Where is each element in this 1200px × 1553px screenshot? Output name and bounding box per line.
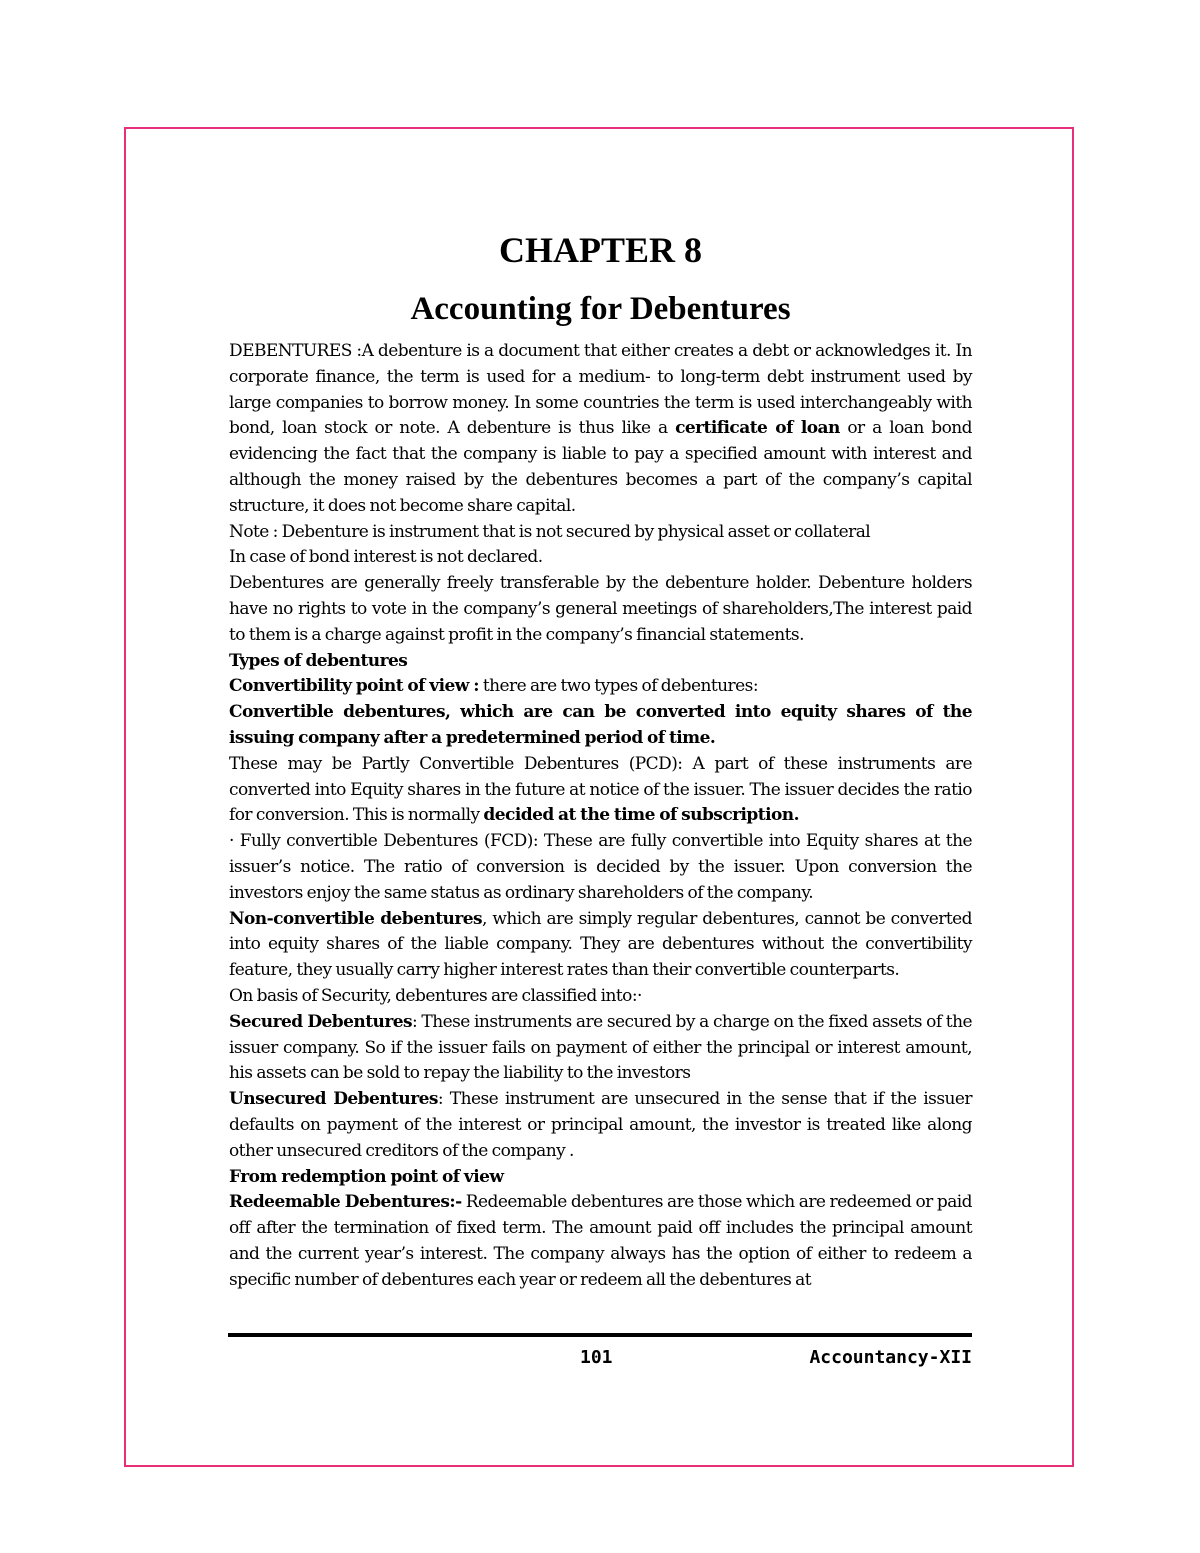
paragraph-non-convertible: Non-convertible debentures, which are simply regular debentures, cannot be converted into equity shares of the liable company. They are debentures without the convertibility feature, they usually carry higher interest rates than their convertible counterparts.: [229, 908, 972, 981]
heading-redemption: From redemption point of view: [229, 1166, 504, 1187]
paragraph-pcd: These may be Partly Convertible Debentures (PCD): A part of these instruments are converted into Equity shares in the future at notice of the issuer. The issuer decides the ratio for conversion. This is normally decided at the time of subscription.: [229, 753, 972, 826]
book-title: Accountancy-XII: [809, 1347, 972, 1368]
paragraph-secured: Secured Debentures: These instruments are secured by a charge on the fixed assets of the issuer company. So if the issuer fails on payment of either the principal or interest amount, his assets can be sold to repay the liability to the investors: [229, 1011, 972, 1084]
paragraph-security-basis: On basis of Security, debentures are classified into:·: [229, 985, 642, 1006]
paragraph-redeemable: Redeemable Debentures:- Redeemable debentures are those which are redeemed or paid off after the termination of fixed term. The amount paid off includes the principal amount and the current year’s interest. The company always has the option of either to redeem a specific number of debentures each year or redeem all the debentures at: [229, 1192, 973, 1290]
paragraph-unsecured: Unsecured Debentures: These instrument are unsecured in the sense that if the issuer defaults on payment of the interest or principal amount, the investor is treated like along other unsecured creditors of the company .: [229, 1089, 972, 1161]
page-content: [229, 225, 972, 1293]
paragraph-definition: DEBENTURES :A debenture is a document that either creates a debt or acknowledges it. In corporate finance, the term is used for a medium- to long-term debt instrument used by large companies to borrow money. In some countries the term is used interchangeably with bond, loan stock or note. A debenture is thus like a certificate of loan or a loan bond evidencing the fact that the company is liable to pay a specified amount with interest and although the money raised by the debentures becomes a part of the company’s capital structure, it does not become share capital.: [229, 341, 973, 516]
footer-rule: [228, 1333, 972, 1337]
heading-types: Types of debentures: [229, 650, 408, 671]
page-number: 101: [580, 1347, 613, 1368]
paragraph-note: Note : Debenture is instrument that is not secured by physical asset or collateral: [229, 521, 871, 542]
paragraph-fcd: · Fully convertible Debentures (FCD): These are fully convertible into Equity shares at the issuer’s notice. The ratio of conversion is decided by the issuer. Upon conversion the investors enjoy the same status as ordinary shareholders of the company.: [229, 831, 972, 903]
paragraph-bond-interest: In case of bond interest is not declared.: [229, 547, 543, 568]
chapter-title: Accounting for Debentures: [410, 291, 791, 327]
paragraph-convertible: Convertible debentures, which are can be converted into equity shares of the issuing company after a predetermined period of time.: [229, 702, 972, 748]
paragraph-transferable: Debentures are generally freely transferable by the debenture holder. Debenture holders have no rights to vote in the company’s general meetings of shareholders,The interest paid to them is a charge against profit in the company’s financial statements.: [229, 573, 972, 645]
body-text: [229, 339, 972, 1293]
chapter-number: CHAPTER 8: [498, 230, 702, 270]
paragraph-convertibility: Convertibility point of view : there are two types of debentures:: [229, 676, 758, 697]
